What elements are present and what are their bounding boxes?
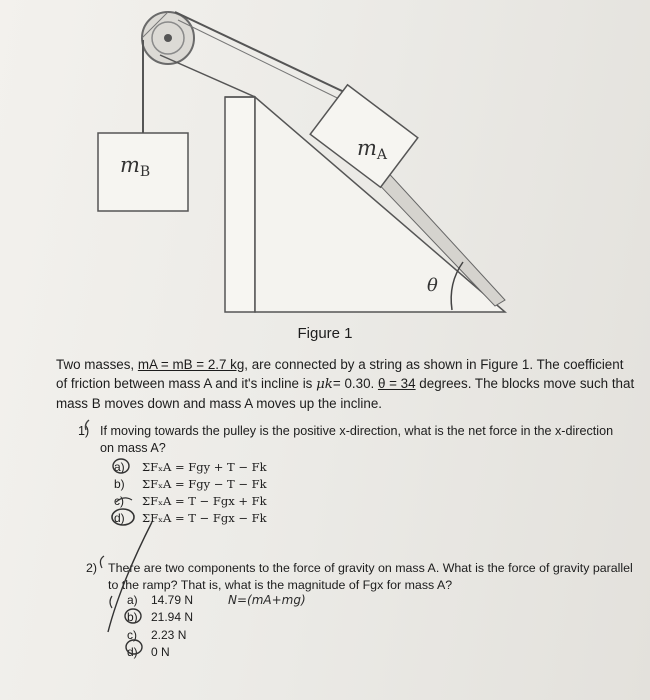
question-1-options [114,458,267,526]
q2-option-a[interactable]: a) 14.79 N [127,592,194,607]
mu-value: = 0.30. [332,376,378,391]
q1-option-c[interactable]: c) ΣFₓA = T − Fgx + Fk [114,493,267,508]
question-2-options [127,591,193,661]
handwritten-note: N=(mA+mg) [228,593,306,607]
angle-label: θ [427,275,438,296]
mass-a-label: mA [357,136,388,163]
q2-option-c[interactable]: c) 2.23 N [127,627,187,642]
figure-diagram [0,0,650,325]
support-column [225,97,255,312]
theta-equation: θ = 34 [377,376,416,391]
intro-text-1: Two masses, [56,357,138,372]
q1-option-a[interactable]: a) ΣFₓA = Fgy + T − Fk [114,459,267,474]
q2-option-d[interactable]: d) 0 N [127,645,170,660]
pulley [142,12,194,64]
q1-option-b[interactable]: b) ΣFₓA = Fgy − T − Fk [114,476,267,491]
mu-symbol: μk [316,377,333,392]
question-2 [86,560,641,594]
intro-text-3: degrees. The blocks move such that mass B moves down and mass A moves up the incline. [56,376,635,411]
question-1 [78,423,623,457]
question-1-number: 1) [78,424,90,438]
q2-option-b[interactable]: b) 21.94 N [127,610,194,625]
question-2-number: 2) [86,561,98,575]
mass-b-label: mB [120,153,151,180]
question-2-text: There are two components to the force of gravity on mass A. What is the force of gravity parallel to the ramp? That is, what is the magnitude of Fgx for mass A? [108,561,633,592]
masses-equation: mA = mB = 2.7 kg [137,357,245,372]
problem-intro [56,355,636,413]
figure-caption: Figure 1 [297,325,353,342]
q1-option-d[interactable]: d) ΣFₓA = T − Fgx − Fk [114,510,267,525]
question-1-text: If moving towards the pulley is the positive x-direction, what is the net force in the x-direction on mass A? [100,424,614,455]
intro-text-2: , are connected by a string as shown in Figure 1. The coefficient of friction between mass A and it's incline is [56,357,624,391]
